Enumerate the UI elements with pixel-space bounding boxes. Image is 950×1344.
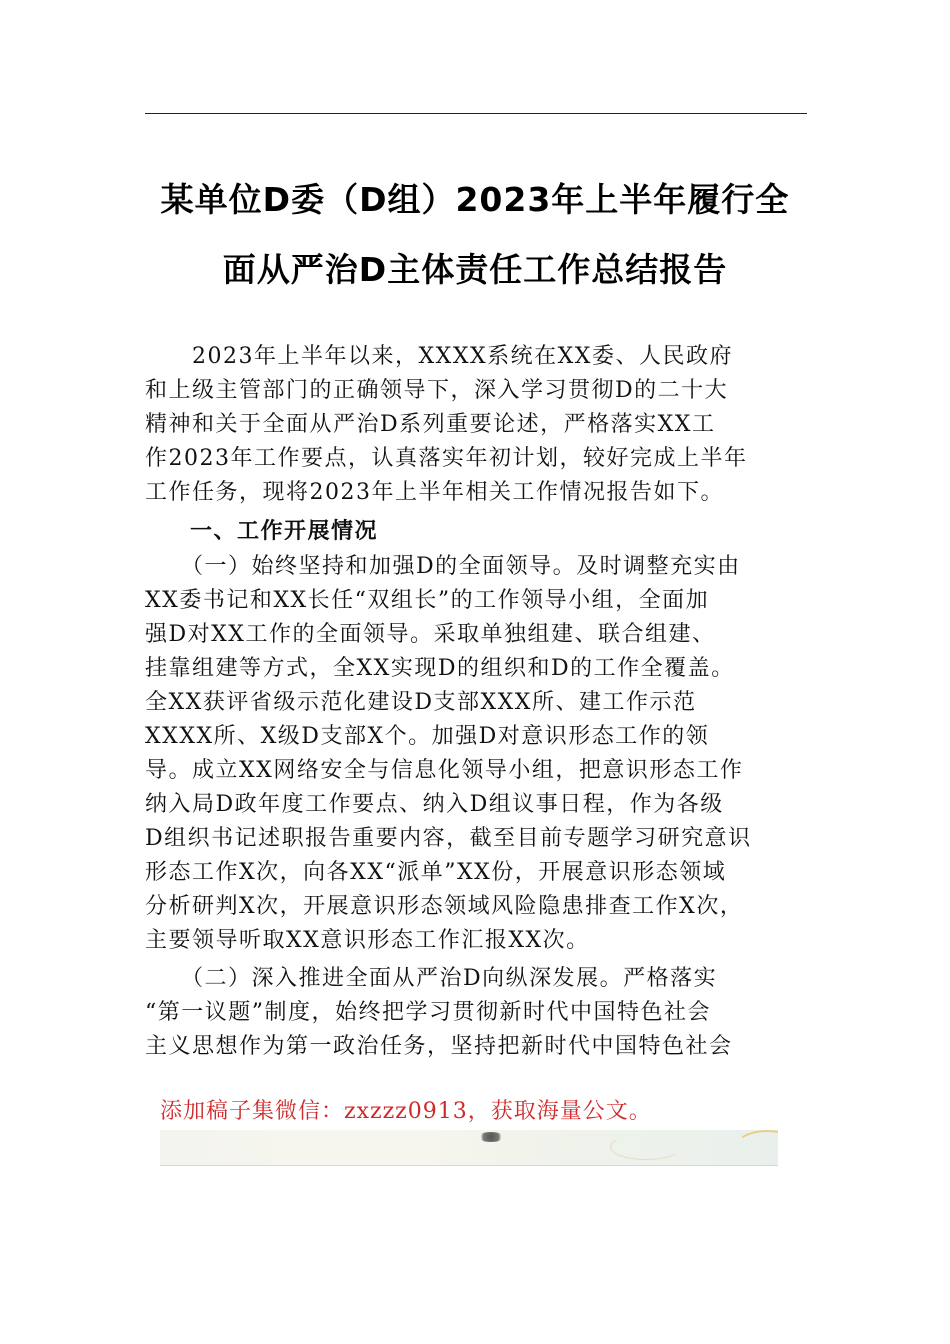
section-heading: 一、工作开展情况 <box>190 519 379 544</box>
intro-line: 作2023年工作要点，认真落实年初计划，较好完成上半年 <box>145 446 748 471</box>
intro-line: 和上级主管部门的正确领导下，深入学习贯彻D的二十大 <box>145 378 729 403</box>
intro-line: 精神和关于全面从严治D系列重要论述，严格落实XX工 <box>145 412 716 437</box>
body-line: 主要领导听取XX意识形态工作汇报XX次。 <box>145 928 590 953</box>
intro-line: 2023年上半年以来，XXXX系统在XX委、人民政府 <box>145 344 733 369</box>
body-line: （一）始终坚持和加强D的全面领导。及时调整充实由 <box>145 554 741 579</box>
gold-swirl-decoration <box>735 1130 778 1164</box>
document-title-line-1: 某单位D委（D组）2023年上半年履行全 <box>160 180 790 219</box>
body-line: 导。成立XX网络安全与信息化领导小组，把意识形态工作 <box>145 758 744 783</box>
intro-line: 工作任务，现将2023年上半年相关工作情况报告如下。 <box>145 480 724 505</box>
body-line: 强D对XX工作的全面领导。采取单独组建、联合组建、 <box>145 622 716 647</box>
body-line: XX委书记和XX长任“双组长”的工作领导小组，全面加 <box>145 588 710 613</box>
swirl-decoration <box>610 1134 682 1160</box>
body-line: 分析研判X次，开展意识形态领域风险隐患排查工作X次， <box>145 894 744 919</box>
decorative-banner <box>160 1130 778 1166</box>
document-title-line-2: 面从严治D主体责任工作总结报告 <box>222 250 728 289</box>
body-line: 纳入局D政年度工作要点、纳入D组议事日程，作为各级 <box>145 792 724 817</box>
header-rule <box>145 113 807 114</box>
body-line: 挂靠组建等方式，全XX实现D的组织和D的工作全覆盖。 <box>145 656 735 681</box>
ink-blot-decoration <box>478 1132 504 1142</box>
body-line: “第一议题”制度，始终把学习贯彻新时代中国特色社会 <box>145 1000 711 1025</box>
body-line: 全XX获评省级示范化建设D支部XXX所、建工作示范 <box>145 690 697 715</box>
body-line: 形态工作X次，向各XX“派单”XX份，开展意识形态领域 <box>145 860 727 885</box>
body-line: XXXX所、X级D支部X个。加强D对意识形态工作的领 <box>145 724 710 749</box>
promo-notice: 添加稿子集微信：zxzzz0913，获取海量公文。 <box>160 1099 652 1124</box>
body-line: 主义思想作为第一政治任务，坚持把新时代中国特色社会 <box>145 1034 733 1059</box>
body-line: （二）深入推进全面从严治D向纵深发展。严格落实 <box>145 966 718 991</box>
body-line: D组织书记述职报告重要内容，截至目前专题学习研究意识 <box>145 826 752 851</box>
